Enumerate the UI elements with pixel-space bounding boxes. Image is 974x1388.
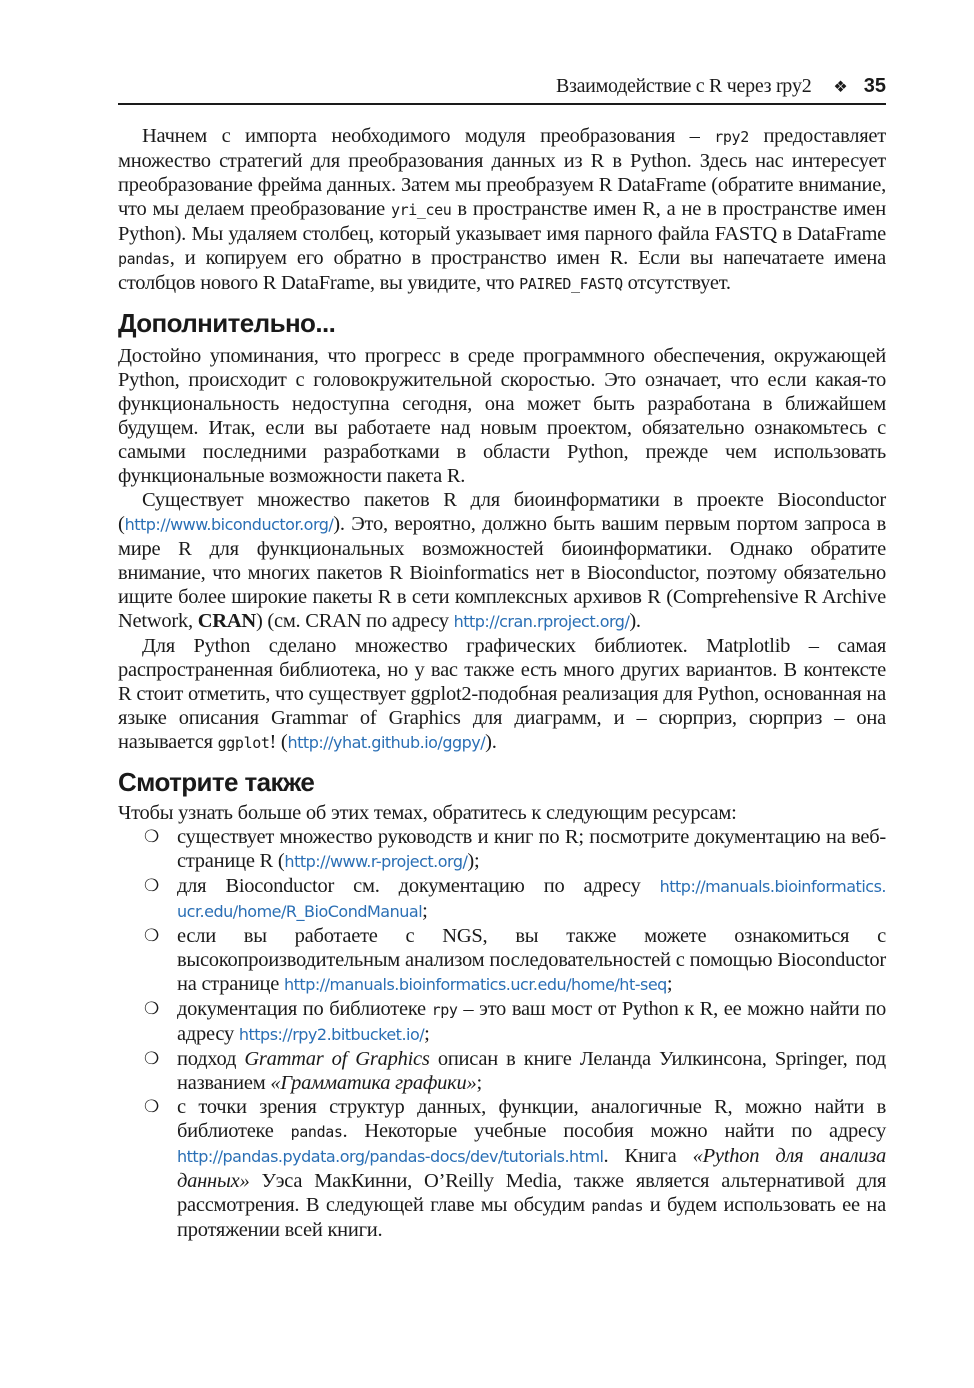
- text: для Bioconductor см. документацию по адресу: [177, 875, 660, 897]
- running-header: [118, 74, 886, 104]
- ornament-icon: ❖: [833, 79, 848, 96]
- bullet-icon: ❍: [144, 926, 159, 945]
- code-yri-ceu: yri_ceu: [390, 201, 452, 219]
- code-ggplot: ggplot: [217, 734, 270, 752]
- text: с точки зрения структур данных, функции, аналогичные R, можно найти в библиотеке: [177, 1096, 886, 1142]
- link-r-project[interactable]: http://www.r-project.org/: [284, 852, 468, 871]
- link-bioconductor[interactable]: http://www.biconductor.org/: [124, 515, 334, 534]
- list-item: [144, 874, 886, 924]
- link-biocond-manual[interactable]: http://manuals.bioinformatics. ucr.edu/home/R_BioCondManual: [177, 877, 886, 921]
- link-ggpy[interactable]: http://yhat.github.io/ggpy/: [287, 733, 486, 752]
- list-item: [144, 997, 886, 1047]
- text: документация по библиотеке: [177, 998, 432, 1020]
- link-pandas-tutorials[interactable]: http://pandas.pydata.org/pandas-docs/dev/tutorials.html: [177, 1147, 604, 1166]
- text: ;: [424, 1023, 430, 1045]
- code-rpy: rpy: [431, 1001, 458, 1019]
- text: , и копируем его обратно в пространство имен R. Если вы напечатаете имена столбцов нового R DataFrame, вы увидите, что: [118, 247, 886, 294]
- text: отсутствует.: [622, 272, 731, 294]
- link-cran[interactable]: http://cran.rproject.org/: [453, 612, 630, 631]
- text: ;: [476, 1072, 482, 1094]
- text: ) (см. CRAN по адресу: [255, 610, 454, 632]
- see-also-intro: Чтобы узнать больше об этих темах, обратитесь к следующим ресурсам:: [118, 802, 737, 824]
- text: ).: [485, 731, 497, 753]
- bullet-icon: ❍: [144, 1049, 159, 1068]
- italic-title: «Python для анализа данных»: [177, 1145, 887, 1192]
- bullet-icon: ❍: [144, 1097, 159, 1116]
- text: Для Python сделано множество графических библиотек. Matplotlib – самая распространенная библиотека, но у вас также есть много других вариантов. В контексте R стоит отметить, что существует ggplot2-подобная реализация для Python, основанная на языке описания Grammar of Graphics для диаграмм, и – сюрприз, сюрприз – она называется: [118, 635, 886, 753]
- code-pandas: pandas: [290, 1123, 343, 1141]
- link-ht-seq[interactable]: http://manuals.bioinformatics.ucr.edu/home/ht-seq: [284, 975, 667, 994]
- text: если вы работаете с NGS, вы также можете ознакомиться с высокопроизводительным анализом последовательностей с помощью Bioconductor на странице: [177, 925, 886, 995]
- more-paragraph-1: Достойно упоминания, что прогресс в среде программного обеспечения, окружающей Python, происходит с головокружительной скоростью. Это означает, что если какая-то функциональность недоступна сегодня, она может быть разработана в ближайшем будущем. Итак, если вы работаете над новым проектом, обязательно ознакомьтесь с самыми последними разработками в области Python, прежде чем использовать функциональные возможности пакета R.: [118, 345, 886, 487]
- text: – это ваш мост от Python к R, ее можно найти по адресу: [177, 998, 886, 1045]
- code-pandas: pandas: [591, 1197, 644, 1215]
- link-rpy2-docs[interactable]: https://rpy2.bitbucket.io/: [238, 1025, 425, 1044]
- text: Существует множество пакетов R для биоинформатики в проекте Bioconductor (: [118, 489, 886, 535]
- text: подход: [177, 1048, 245, 1070]
- header-rule: [118, 103, 886, 105]
- code-paired-fastq: PAIRED_FASTQ: [519, 275, 623, 293]
- bullet-icon: ❍: [144, 827, 159, 846]
- bullet-icon: ❍: [144, 999, 159, 1018]
- bold-cran: CRAN: [197, 610, 256, 632]
- text: описан в книге Леланда Уилкинсона, Springer, под названием: [177, 1048, 886, 1094]
- text: . Некоторые учебные пособия можно найти по адресу: [342, 1120, 886, 1142]
- italic-title: Grammar of Graphics: [244, 1048, 430, 1070]
- text: ).: [629, 610, 641, 632]
- list-item: [144, 924, 886, 997]
- resource-list: [118, 825, 886, 1242]
- italic-title: «Грамматика графики»: [270, 1072, 477, 1094]
- intro-paragraph: [118, 124, 886, 296]
- page-number: 35: [863, 75, 886, 97]
- section-heading-see-also: Смотрите также: [118, 767, 315, 797]
- code-pandas: pandas: [118, 250, 170, 268]
- text: ! (: [269, 731, 288, 753]
- text: );: [467, 850, 480, 872]
- page-content: [118, 124, 886, 1242]
- more-paragraph-2: [118, 488, 886, 634]
- text: ;: [422, 900, 428, 922]
- more-paragraph-3: [118, 634, 886, 755]
- text: существует множество руководств и книг по R; посмотрите документацию на веб-странице R (: [177, 826, 886, 872]
- text: Начнем с импорта необходимого модуля преобразования –: [142, 125, 715, 147]
- list-item: [144, 1047, 886, 1095]
- text: Уэса МакКинни, O’Reilly Media, также является альтернативой для рассмотрения. В следующей главе мы обсудим: [177, 1170, 886, 1216]
- text: ). Это, вероятно, должно быть вашим первым портом запроса в мире R для функциональных возможностей биоинформатики. Однако обратите внимание, что многих пакетов R Bioinformatics нет в Bioconductor, поэтому обязательно ищите более широкие пакеты R в сети комплексных архивов R (Comprehensive R Archive Network,: [118, 513, 886, 632]
- list-item: [144, 825, 886, 874]
- text: предоставляет множество стратегий для преобразования данных из R в Python. Здесь нас интересует преобразование фрейма данных. Затем мы преобразуем R DataFrame (обратите внимание, что мы делаем преобразование: [118, 125, 886, 220]
- running-title: Взаимодействие с R через rpy2: [555, 75, 812, 97]
- section-heading-more: Дополнительно...: [118, 308, 336, 338]
- bullet-icon: ❍: [144, 876, 159, 895]
- code-rpy2: rpy2: [714, 128, 749, 146]
- text: ;: [666, 973, 673, 995]
- text: в пространстве имен R, а не в пространстве имен Python). Мы удаляем столбец, который указывает имя парного файла FASTQ в DataFrame: [118, 198, 886, 245]
- text: . Книга: [603, 1145, 693, 1167]
- list-item: [144, 1095, 887, 1242]
- text: и будем использовать ее на протяжении всей книги.: [177, 1194, 886, 1241]
